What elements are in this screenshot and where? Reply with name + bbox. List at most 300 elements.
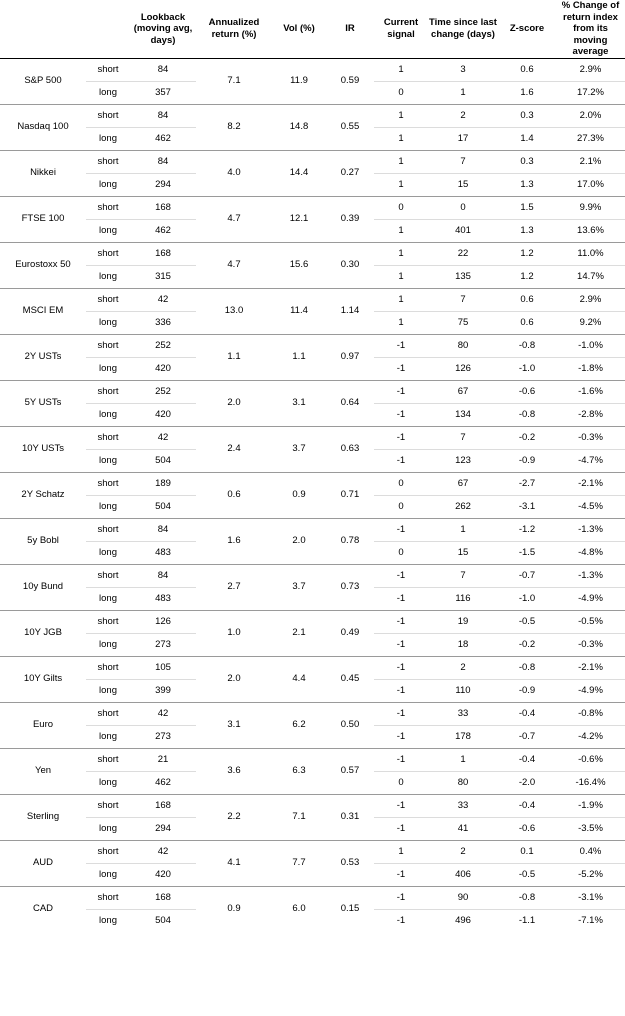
annualized-return-cell: 0.9 xyxy=(196,886,272,932)
lookback-cell: 504 xyxy=(155,914,171,926)
lookback-cell: 294 xyxy=(130,173,196,196)
ir-cell: 0.71 xyxy=(326,472,374,518)
asset-name-cell: Yen xyxy=(0,748,86,794)
asset-name-cell: 10Y Gilts xyxy=(0,656,86,702)
pct-change-cell: -1.8% xyxy=(556,357,625,380)
vol-cell: 1.1 xyxy=(272,334,326,380)
pct-change-cell: -4.9% xyxy=(556,587,625,610)
header-annualized-return: Annualized return (%) xyxy=(196,0,272,58)
lookback-cell: 168 xyxy=(130,794,196,817)
table-row xyxy=(0,656,625,679)
annualized-return-cell: 4.7 xyxy=(196,196,272,242)
zscore-cell: 0.6 xyxy=(498,311,556,334)
vol-cell: 14.8 xyxy=(272,104,326,150)
zscore-cell: -0.4 xyxy=(498,748,556,771)
pct-change-cell: -4.7% xyxy=(556,449,625,472)
ir-cell: 0.73 xyxy=(326,564,374,610)
table-row xyxy=(0,288,625,311)
vol-cell: 6.0 xyxy=(272,886,326,932)
table-row xyxy=(0,426,625,449)
table-row xyxy=(0,748,625,771)
zscore-cell: -0.5 xyxy=(498,863,556,886)
lookback-cell: 42 xyxy=(130,702,196,725)
lookback-cell: 420 xyxy=(130,403,196,426)
ir-cell: 0.30 xyxy=(326,242,374,288)
asset-name-cell: FTSE 100 xyxy=(0,196,86,242)
current-signal-cell: -1 xyxy=(374,334,428,357)
time-since-change-cell: 1 xyxy=(428,518,498,541)
header-pct-change: % Change of return index from its moving average xyxy=(556,0,625,58)
vol-cell: 7.1 xyxy=(272,794,326,840)
lookback-cell: 462 xyxy=(130,219,196,242)
zscore-cell: -3.1 xyxy=(498,495,556,518)
term-cell: long xyxy=(86,587,130,610)
term-cell: long xyxy=(86,817,130,840)
lookback-cell: 84 xyxy=(130,150,196,173)
pct-change-cell: 2.1% xyxy=(556,150,625,173)
annualized-return-cell: 1.0 xyxy=(196,610,272,656)
pct-change-cell: -1.6% xyxy=(556,380,625,403)
annualized-return-cell: 13.0 xyxy=(196,288,272,334)
time-since-change-cell: 134 xyxy=(428,403,498,426)
current-signal-cell: -1 xyxy=(374,610,428,633)
zscore-cell: 1.4 xyxy=(498,127,556,150)
table-row xyxy=(0,840,625,863)
zscore-cell: -1.0 xyxy=(498,357,556,380)
time-since-change-cell: 15 xyxy=(428,173,498,196)
lookback-cell: 21 xyxy=(130,748,196,771)
pct-change-cell: 14.7% xyxy=(556,265,625,288)
lookback-cell: 84 xyxy=(130,564,196,587)
asset-name-cell: 10y Bund xyxy=(0,564,86,610)
vol-cell: 6.2 xyxy=(272,702,326,748)
term-cell: short xyxy=(86,380,130,403)
time-since-change-cell: 75 xyxy=(428,311,498,334)
vol-cell: 4.4 xyxy=(272,656,326,702)
zscore-cell: -1.0 xyxy=(498,587,556,610)
term-cell: short xyxy=(86,196,130,219)
annualized-return-cell: 3.1 xyxy=(196,702,272,748)
zscore-cell: -0.9 xyxy=(498,449,556,472)
pct-change-cell: 2.9% xyxy=(556,58,625,81)
pct-change-cell: -1.0% xyxy=(556,334,625,357)
table-row xyxy=(0,334,625,357)
pct-change-cell: -16.4% xyxy=(556,771,625,794)
lookback-cell: 168 xyxy=(130,886,196,909)
pct-change-cell: 13.6% xyxy=(556,219,625,242)
current-signal-cell: -1 xyxy=(374,725,428,748)
current-signal-cell: 1 xyxy=(374,311,428,334)
table-row xyxy=(0,794,625,817)
time-since-change-cell: 33 xyxy=(428,794,498,817)
current-signal-cell: 1 xyxy=(374,127,428,150)
time-since-change-cell: 7 xyxy=(428,564,498,587)
header-term xyxy=(86,0,130,58)
term-cell: short xyxy=(86,702,130,725)
lookback-cell: 336 xyxy=(130,311,196,334)
pct-change-cell: -2.1% xyxy=(556,656,625,679)
current-signal-cell: 0 xyxy=(374,541,428,564)
current-signal-cell: 0 xyxy=(374,495,428,518)
term-cell: short xyxy=(86,104,130,127)
ir-cell: 0.53 xyxy=(326,840,374,886)
zscore-cell: -1.1 xyxy=(518,914,536,926)
header-time-since-last-change: Time since last change (days) xyxy=(428,0,498,58)
current-signal-cell: 0 xyxy=(374,472,428,495)
time-since-change-cell: 2 xyxy=(428,840,498,863)
zscore-cell: 0.6 xyxy=(498,58,556,81)
annualized-return-cell: 2.0 xyxy=(196,380,272,426)
asset-name-cell: 5Y USTs xyxy=(0,380,86,426)
lookback-cell: 483 xyxy=(130,587,196,610)
annualized-return-cell: 4.0 xyxy=(196,150,272,196)
table-row xyxy=(0,242,625,265)
pct-change-cell: -5.2% xyxy=(556,863,625,886)
annualized-return-cell: 1.6 xyxy=(196,518,272,564)
time-since-change-cell: 116 xyxy=(428,587,498,610)
lookback-cell: 504 xyxy=(130,449,196,472)
zscore-cell: -1.5 xyxy=(498,541,556,564)
vol-cell: 12.1 xyxy=(272,196,326,242)
term-cell: short xyxy=(86,564,130,587)
lookback-cell: 462 xyxy=(130,771,196,794)
vol-cell: 11.4 xyxy=(272,288,326,334)
current-signal-cell: -1 xyxy=(374,679,428,702)
asset-name-cell: 2Y Schatz xyxy=(0,472,86,518)
time-since-change-cell: 7 xyxy=(428,150,498,173)
term-cell: short xyxy=(86,794,130,817)
term-cell: long xyxy=(86,771,130,794)
time-since-change-cell: 19 xyxy=(428,610,498,633)
asset-name-cell: 10Y JGB xyxy=(0,610,86,656)
table-row xyxy=(0,196,625,219)
zscore-cell: -0.6 xyxy=(498,817,556,840)
zscore-cell: 1.3 xyxy=(498,173,556,196)
ir-cell: 0.50 xyxy=(326,702,374,748)
current-signal-cell: -1 xyxy=(374,748,428,771)
zscore-cell: 0.6 xyxy=(498,288,556,311)
time-since-change-cell: 3 xyxy=(428,58,498,81)
vol-cell: 3.7 xyxy=(272,564,326,610)
lookback-cell: 273 xyxy=(130,633,196,656)
pct-change-cell: 17.0% xyxy=(556,173,625,196)
current-signal-cell: 1 xyxy=(374,104,428,127)
current-signal-cell: 1 xyxy=(374,219,428,242)
ir-cell: 0.55 xyxy=(326,104,374,150)
ir-cell: 0.15 xyxy=(326,886,374,932)
time-since-change-cell: 135 xyxy=(428,265,498,288)
lookback-cell: 168 xyxy=(130,242,196,265)
pct-change-cell: -4.8% xyxy=(556,541,625,564)
current-signal-cell: 1 xyxy=(374,173,428,196)
annualized-return-cell: 2.2 xyxy=(196,794,272,840)
lookback-cell: 126 xyxy=(130,610,196,633)
term-cell: long xyxy=(86,541,130,564)
time-since-change-cell: 110 xyxy=(428,679,498,702)
header-vol: Vol (%) xyxy=(272,0,326,58)
zscore-cell: -0.6 xyxy=(498,380,556,403)
header-ir: IR xyxy=(326,0,374,58)
current-signal-cell: 1 xyxy=(374,840,428,863)
term-cell: long xyxy=(86,633,130,656)
ir-cell: 0.97 xyxy=(326,334,374,380)
pct-change-cell: -3.5% xyxy=(556,817,625,840)
time-since-change-cell: 496 xyxy=(455,914,471,926)
table-row xyxy=(0,564,625,587)
lookback-cell: 42 xyxy=(130,288,196,311)
zscore-cell: -0.8 xyxy=(498,403,556,426)
pct-change-cell: -0.8% xyxy=(556,702,625,725)
pct-change-cell: 0.4% xyxy=(556,840,625,863)
annualized-return-cell: 8.2 xyxy=(196,104,272,150)
pct-change-cell: 11.0% xyxy=(556,242,625,265)
table-row xyxy=(0,702,625,725)
term-cell: short xyxy=(86,58,130,81)
term-cell: long xyxy=(86,265,130,288)
ir-cell: 0.57 xyxy=(326,748,374,794)
zscore-cell: -0.4 xyxy=(498,794,556,817)
term-cell: short xyxy=(86,150,130,173)
term-cell: long xyxy=(86,679,130,702)
zscore-cell: -0.5 xyxy=(498,610,556,633)
zscore-cell: 0.1 xyxy=(498,840,556,863)
time-since-change-cell: 90 xyxy=(428,886,498,909)
zscore-cell: 1.3 xyxy=(498,219,556,242)
header-zscore: Z-score xyxy=(498,0,556,58)
current-signal-cell: -1 xyxy=(374,380,428,403)
current-signal-cell: -1 xyxy=(374,564,428,587)
lookback-cell: 462 xyxy=(130,127,196,150)
table-row xyxy=(0,518,625,541)
pct-change-cell: -2.8% xyxy=(556,403,625,426)
pct-change-cell: -3.1% xyxy=(556,886,625,909)
lookback-cell: 273 xyxy=(130,725,196,748)
term-cell: short xyxy=(86,472,130,495)
term-cell: long xyxy=(86,449,130,472)
current-signal-cell: -1 xyxy=(374,886,428,909)
term-cell: long xyxy=(86,173,130,196)
table-row xyxy=(0,472,625,495)
pct-change-cell: -0.3% xyxy=(556,633,625,656)
current-signal-cell: 1 xyxy=(374,58,428,81)
current-signal-cell: -1 xyxy=(374,518,428,541)
zscore-cell: 1.2 xyxy=(498,265,556,288)
annualized-return-cell: 3.6 xyxy=(196,748,272,794)
term-cell: short xyxy=(86,242,130,265)
term-cell: short xyxy=(86,610,130,633)
time-since-change-cell: 7 xyxy=(428,426,498,449)
zscore-cell: -0.8 xyxy=(498,656,556,679)
zscore-cell: -2.0 xyxy=(498,771,556,794)
time-since-change-cell: 7 xyxy=(428,288,498,311)
current-signal-cell: -1 xyxy=(374,702,428,725)
lookback-cell: 189 xyxy=(130,472,196,495)
table-body xyxy=(0,58,625,932)
table-row xyxy=(0,58,625,81)
current-signal-cell: 0 xyxy=(374,81,428,104)
time-since-change-cell: 41 xyxy=(428,817,498,840)
current-signal-cell: 1 xyxy=(374,288,428,311)
term-cell: long xyxy=(99,914,117,926)
lookback-cell: 42 xyxy=(130,840,196,863)
current-signal-cell: 0 xyxy=(374,196,428,219)
asset-name-cell: MSCI EM xyxy=(0,288,86,334)
pct-change-cell: -1.3% xyxy=(556,518,625,541)
current-signal-cell: -1 xyxy=(374,426,428,449)
lookback-cell: 252 xyxy=(130,380,196,403)
table-row xyxy=(0,380,625,403)
ir-cell: 0.64 xyxy=(326,380,374,426)
header-current-signal: Current signal xyxy=(374,0,428,58)
time-since-change-cell: 178 xyxy=(428,725,498,748)
table-row xyxy=(0,610,625,633)
vol-cell: 3.7 xyxy=(272,426,326,472)
vol-cell: 2.0 xyxy=(272,518,326,564)
header-lookback: Lookback (moving avg, days) xyxy=(130,0,196,58)
time-since-change-cell: 33 xyxy=(428,702,498,725)
asset-name-cell: Nikkei xyxy=(0,150,86,196)
lookback-cell: 357 xyxy=(130,81,196,104)
annualized-return-cell: 4.7 xyxy=(196,242,272,288)
pct-change-cell: -7.1% xyxy=(578,914,603,926)
zscore-cell: 0.3 xyxy=(498,104,556,127)
time-since-change-cell: 401 xyxy=(428,219,498,242)
annualized-return-cell: 0.6 xyxy=(196,472,272,518)
annualized-return-cell: 4.1 xyxy=(196,840,272,886)
current-signal-cell: 1 xyxy=(374,150,428,173)
vol-cell: 3.1 xyxy=(272,380,326,426)
current-signal-cell: -1 xyxy=(374,357,428,380)
asset-name-cell: 10Y USTs xyxy=(0,426,86,472)
vol-cell: 0.9 xyxy=(272,472,326,518)
table-row xyxy=(0,886,625,909)
annualized-return-cell: 2.4 xyxy=(196,426,272,472)
term-cell: short xyxy=(86,886,130,909)
term-cell: long xyxy=(86,81,130,104)
asset-name-cell: AUD xyxy=(0,840,86,886)
vol-cell: 2.1 xyxy=(272,610,326,656)
term-cell: short xyxy=(86,656,130,679)
ir-cell: 0.78 xyxy=(326,518,374,564)
term-cell: short xyxy=(86,334,130,357)
zscore-cell: 1.2 xyxy=(498,242,556,265)
asset-name-cell: CAD xyxy=(0,886,86,932)
time-since-change-cell: 18 xyxy=(428,633,498,656)
time-since-change-cell: 17 xyxy=(428,127,498,150)
lookback-cell: 252 xyxy=(130,334,196,357)
zscore-cell: -0.8 xyxy=(498,334,556,357)
zscore-cell: -2.7 xyxy=(498,472,556,495)
zscore-cell: -1.2 xyxy=(498,518,556,541)
ir-cell: 0.27 xyxy=(326,150,374,196)
lookback-cell: 399 xyxy=(130,679,196,702)
current-signal-cell: -1 xyxy=(374,403,428,426)
ir-cell: 0.59 xyxy=(326,58,374,104)
header-asset xyxy=(0,0,86,58)
term-cell: long xyxy=(86,127,130,150)
time-since-change-cell: 1 xyxy=(428,81,498,104)
current-signal-cell: 1 xyxy=(374,265,428,288)
pct-change-cell: -1.9% xyxy=(556,794,625,817)
ir-cell: 0.49 xyxy=(326,610,374,656)
time-since-change-cell: 22 xyxy=(428,242,498,265)
time-since-change-cell: 80 xyxy=(428,771,498,794)
lookback-cell: 105 xyxy=(130,656,196,679)
term-cell: long xyxy=(86,495,130,518)
term-cell: long xyxy=(86,219,130,242)
lookback-cell: 504 xyxy=(130,495,196,518)
vol-cell: 11.9 xyxy=(272,58,326,104)
pct-change-cell: -4.5% xyxy=(556,495,625,518)
current-signal-cell: -1 xyxy=(374,817,428,840)
zscore-cell: -0.7 xyxy=(498,564,556,587)
asset-name-cell: Nasdaq 100 xyxy=(0,104,86,150)
lookback-cell: 84 xyxy=(130,58,196,81)
asset-name-cell: Eurostoxx 50 xyxy=(0,242,86,288)
time-since-change-cell: 15 xyxy=(428,541,498,564)
table-row xyxy=(0,104,625,127)
pct-change-cell: -0.6% xyxy=(556,748,625,771)
table-header xyxy=(0,0,625,58)
current-signal-cell: -1 xyxy=(374,656,428,679)
current-signal-cell: 1 xyxy=(374,242,428,265)
zscore-cell: 1.5 xyxy=(498,196,556,219)
vol-cell: 14.4 xyxy=(272,150,326,196)
term-cell: long xyxy=(86,357,130,380)
term-cell: short xyxy=(86,288,130,311)
header-row xyxy=(0,0,625,58)
lookback-cell: 420 xyxy=(130,357,196,380)
zscore-cell: -0.7 xyxy=(498,725,556,748)
term-cell: short xyxy=(86,426,130,449)
asset-name-cell: Euro xyxy=(0,702,86,748)
term-cell: short xyxy=(86,840,130,863)
current-signal-cell: -1 xyxy=(374,794,428,817)
pct-change-cell: -0.5% xyxy=(556,610,625,633)
term-cell: long xyxy=(86,725,130,748)
zscore-cell: 1.6 xyxy=(498,81,556,104)
time-since-change-cell: 2 xyxy=(428,656,498,679)
lookback-cell: 483 xyxy=(130,541,196,564)
time-since-change-cell: 1 xyxy=(428,748,498,771)
lookback-cell: 420 xyxy=(130,863,196,886)
current-signal-cell: -1 xyxy=(374,449,428,472)
current-signal-cell: 0 xyxy=(374,771,428,794)
asset-name-cell: Sterling xyxy=(0,794,86,840)
current-signal-cell: -1 xyxy=(396,914,406,926)
asset-name-cell: S&P 500 xyxy=(0,58,86,104)
time-since-change-cell: 262 xyxy=(428,495,498,518)
ir-cell: 0.39 xyxy=(326,196,374,242)
pct-change-cell: -4.2% xyxy=(556,725,625,748)
zscore-cell: -0.8 xyxy=(498,886,556,909)
annualized-return-cell: 1.1 xyxy=(196,334,272,380)
lookback-cell: 168 xyxy=(130,196,196,219)
current-signal-cell: -1 xyxy=(374,863,428,886)
table-row xyxy=(0,150,625,173)
pct-change-cell: 27.3% xyxy=(556,127,625,150)
current-signal-cell: -1 xyxy=(374,587,428,610)
pct-change-cell: 2.9% xyxy=(556,288,625,311)
time-since-change-cell: 2 xyxy=(428,104,498,127)
vol-cell: 6.3 xyxy=(272,748,326,794)
pct-change-cell: 9.9% xyxy=(556,196,625,219)
time-since-change-cell: 123 xyxy=(428,449,498,472)
asset-name-cell: 2Y USTs xyxy=(0,334,86,380)
time-since-change-cell: 67 xyxy=(428,472,498,495)
time-since-change-cell: 406 xyxy=(428,863,498,886)
pct-change-cell: -2.1% xyxy=(556,472,625,495)
